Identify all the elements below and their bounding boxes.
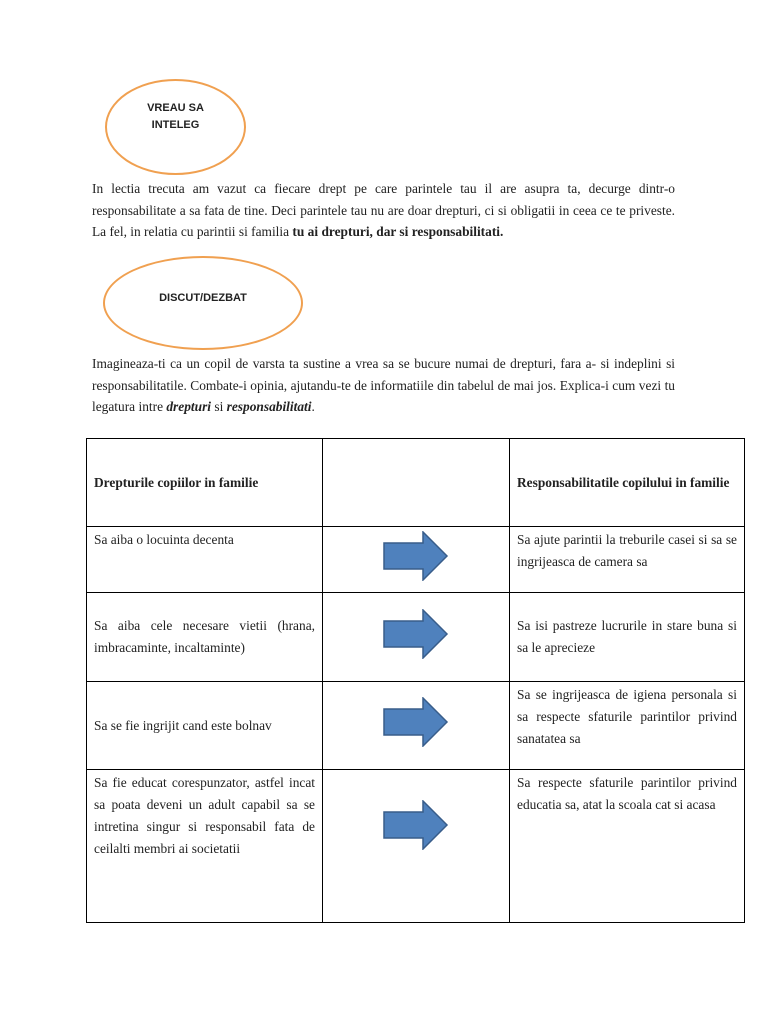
rights-responsibilities-table: [86, 438, 745, 923]
oval-label-line-1: VREAU SA: [147, 102, 204, 114]
right-text: Sa aiba o locuinta decenta: [94, 532, 234, 547]
arrow-cell: [323, 527, 510, 593]
right-arrow-icon: [383, 609, 449, 659]
table-row: [87, 593, 745, 682]
oval-label-text: DISCUT/DEZBAT: [159, 292, 247, 304]
arrow-cell: [323, 770, 510, 923]
arrow-cell: [323, 593, 510, 682]
responsibility-text: Sa ajute parintii la treburile casei si sa se ingrijeasca de camera sa: [517, 532, 737, 569]
responsibility-cell: [510, 527, 745, 593]
table-row: [87, 527, 745, 593]
table-header-row: [87, 439, 745, 527]
right-arrow-icon: [383, 697, 449, 747]
right-arrow-icon: [383, 531, 449, 581]
table-row: [87, 682, 745, 770]
oval-label-vreau-sa-inteleg: [120, 100, 231, 134]
table-row: [87, 770, 745, 923]
intro-paragraph-text: In lectia trecuta am vazut ca fiecare drept pe care parintele tau il are asupra ta, decurge dintr-o responsabilitate a sa fata de tine. Deci parintele tau nu are doar drepturi, ci si obligatii in ceea ce te priveste. La fel, in relatia cu parintii si familia: [92, 181, 675, 239]
responsibility-text: Sa se ingrijeasca de igiena personala si sa respecte sfaturile parintilor privind sanatatea sa: [517, 687, 737, 746]
right-text: Sa aiba cele necesare vietii (hrana, imbracaminte, incaltaminte): [94, 618, 315, 655]
emphasis-responsabilitati: responsabilitati: [226, 399, 312, 414]
header-responsibilities-label: Responsabilitatile copilului in familie: [517, 474, 730, 490]
header-rights: [87, 439, 323, 527]
intro-paragraph: [92, 178, 675, 243]
responsibility-cell: [510, 770, 745, 923]
right-text: Sa fie educat corespunzator, astfel incat sa poata deveni un adult capabil sa se intretina singur si responsabil fata de ceilalti membri ai societatii: [94, 775, 315, 856]
discussion-paragraph: [92, 353, 675, 418]
right-cell: [87, 527, 323, 593]
discussion-paragraph-text: Imagineaza-ti ca un copil de varsta ta sustine a vrea sa se bucure numai de drepturi, fara a- si indeplini si responsabilitatile. Combate-i opinia, ajutandu-te de informatiile din tabelul de mai jos. Explica-i cum vezi tu legatura intre: [92, 356, 675, 414]
right-cell: [87, 593, 323, 682]
responsibility-text: Sa respecte sfaturile parintilor privind educatia sa, atat la scoala cat si acasa: [517, 775, 737, 812]
responsibility-cell: [510, 682, 745, 770]
responsibility-cell: [510, 593, 745, 682]
right-text: Sa se fie ingrijit cand este bolnav: [94, 717, 272, 733]
discussion-connector: si: [211, 399, 227, 414]
emphasis-drepturi: drepturi: [166, 399, 212, 414]
arrow-cell: [323, 682, 510, 770]
oval-label-discut-dezbat: [123, 290, 283, 307]
header-rights-label: Drepturile copiilor in familie: [94, 474, 259, 490]
right-cell: [87, 682, 323, 770]
responsibility-text: Sa isi pastreze lucrurile in stare buna si sa le aprecieze: [517, 618, 737, 655]
intro-paragraph-bold: tu ai drepturi, dar si responsabilitati.: [292, 224, 504, 239]
discussion-end: .: [311, 399, 315, 414]
right-cell: [87, 770, 323, 923]
right-arrow-icon: [383, 800, 449, 850]
header-middle: [323, 439, 510, 527]
header-responsibilities: [510, 439, 745, 527]
oval-label-line-2: INTELEG: [151, 119, 200, 131]
